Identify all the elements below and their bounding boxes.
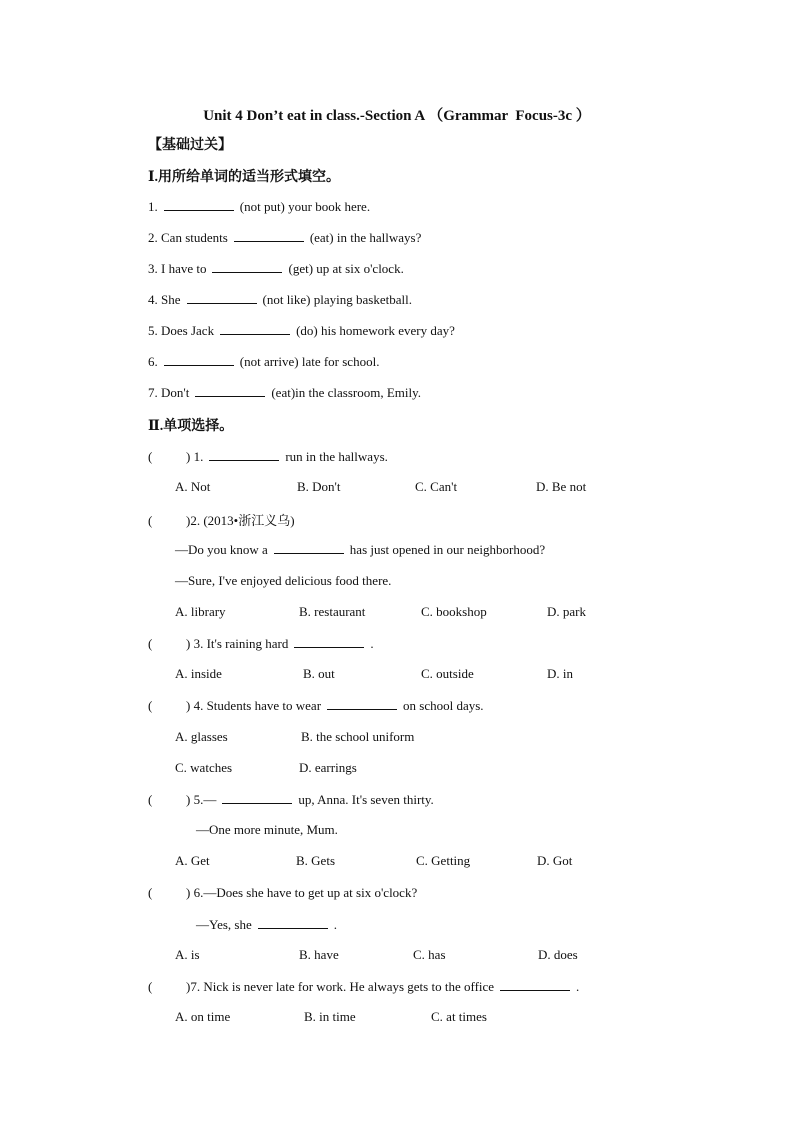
- answer-blank[interactable]: [164, 198, 234, 211]
- fill-item-3: 3. I have to (get) up at six o'clock.: [148, 261, 404, 276]
- question-3: ( ) 3. It's raining hard .: [148, 636, 374, 651]
- option-b[interactable]: B. the school uniform: [301, 729, 415, 744]
- option-a[interactable]: A. Get: [175, 853, 210, 868]
- answer-paren[interactable]: (: [148, 513, 153, 528]
- option-b[interactable]: B. Don't: [297, 479, 341, 494]
- option-d[interactable]: D. earrings: [299, 760, 357, 775]
- option-d[interactable]: D. park: [547, 604, 586, 619]
- option-a[interactable]: A. is: [175, 947, 200, 962]
- answer-blank[interactable]: [212, 260, 282, 273]
- question-4: ( ) 4. Students have to wear on school days.: [148, 698, 484, 713]
- question-2-dialog-1: —Do you know a has just opened in our neighborhood?: [175, 542, 546, 557]
- question-6: ( ) 6.—Does she have to get up at six o'clock?: [148, 885, 418, 900]
- option-c[interactable]: C. Getting: [416, 853, 471, 868]
- part2-heading: Ⅱ.单项选择。: [148, 419, 234, 434]
- option-b[interactable]: B. Gets: [296, 853, 335, 868]
- question-2: ( )2. (2013•浙江义乌): [148, 513, 295, 528]
- option-a[interactable]: A. glasses: [175, 729, 228, 744]
- answer-blank[interactable]: [294, 635, 364, 648]
- answer-paren[interactable]: (: [148, 979, 153, 994]
- fill-item-7: 7. Don't (eat)in the classroom, Emily.: [148, 385, 422, 400]
- answer-paren[interactable]: (: [148, 885, 153, 900]
- fill-item-1: 1. (not put) your book here.: [148, 199, 371, 214]
- option-a[interactable]: A. on time: [175, 1009, 231, 1024]
- answer-blank[interactable]: [220, 322, 290, 335]
- question-7: ( )7. Nick is never late for work. He always gets to the office .: [148, 979, 580, 994]
- answer-paren[interactable]: (: [148, 636, 153, 651]
- question-5-dialog: —One more minute, Mum.: [196, 822, 338, 837]
- question-2-dialog-2: —Sure, I've enjoyed delicious food there.: [175, 573, 392, 588]
- answer-blank[interactable]: [187, 291, 257, 304]
- answer-blank[interactable]: [222, 791, 292, 804]
- fill-item-5: 5. Does Jack (do) his homework every day?: [148, 323, 455, 338]
- fill-item-4: 4. She (not like) playing basketball.: [148, 292, 412, 307]
- option-d[interactable]: D. in: [547, 666, 573, 681]
- page-title: Unit 4 Don’t eat in class.-Section A （Grammar Focus-3c ）: [203, 108, 591, 124]
- part1-heading: Ⅰ.用所给单词的适当形式填空。: [148, 170, 341, 185]
- fill-item-2: 2. Can students (eat) in the hallways?: [148, 230, 422, 245]
- option-c[interactable]: C. bookshop: [421, 604, 487, 619]
- answer-blank[interactable]: [258, 916, 328, 929]
- option-a[interactable]: A. Not: [175, 479, 211, 494]
- answer-blank[interactable]: [164, 353, 234, 366]
- fill-item-6: 6. (not arrive) late for school.: [148, 354, 380, 369]
- answer-blank[interactable]: [274, 541, 344, 554]
- answer-blank[interactable]: [327, 697, 397, 710]
- answer-paren[interactable]: (: [148, 698, 153, 713]
- option-c[interactable]: C. Can't: [415, 479, 458, 494]
- option-b[interactable]: B. in time: [304, 1009, 356, 1024]
- option-d[interactable]: D. Got: [537, 853, 573, 868]
- question-6-dialog: —Yes, she .: [196, 917, 337, 932]
- question-1: ( ) 1. run in the hallways.: [148, 449, 388, 464]
- option-b[interactable]: B. restaurant: [299, 604, 366, 619]
- answer-paren[interactable]: (: [148, 792, 153, 807]
- answer-blank[interactable]: [195, 384, 265, 397]
- option-c[interactable]: C. outside: [421, 666, 474, 681]
- option-c[interactable]: C. at times: [431, 1009, 487, 1024]
- answer-blank[interactable]: [234, 229, 304, 242]
- option-a[interactable]: A. library: [175, 604, 226, 619]
- question-5: ( ) 5.— up, Anna. It's seven thirty.: [148, 792, 434, 807]
- section-basic-heading: 【基础过关】: [148, 138, 232, 153]
- option-b[interactable]: B. have: [299, 947, 339, 962]
- option-d[interactable]: D. does: [538, 947, 578, 962]
- answer-paren[interactable]: (: [148, 449, 153, 464]
- option-b[interactable]: B. out: [303, 666, 335, 681]
- answer-blank[interactable]: [209, 448, 279, 461]
- option-c[interactable]: C. has: [413, 947, 446, 962]
- option-a[interactable]: A. inside: [175, 666, 222, 681]
- answer-blank[interactable]: [500, 978, 570, 991]
- option-c[interactable]: C. watches: [175, 760, 233, 775]
- option-d[interactable]: D. Be not: [536, 479, 587, 494]
